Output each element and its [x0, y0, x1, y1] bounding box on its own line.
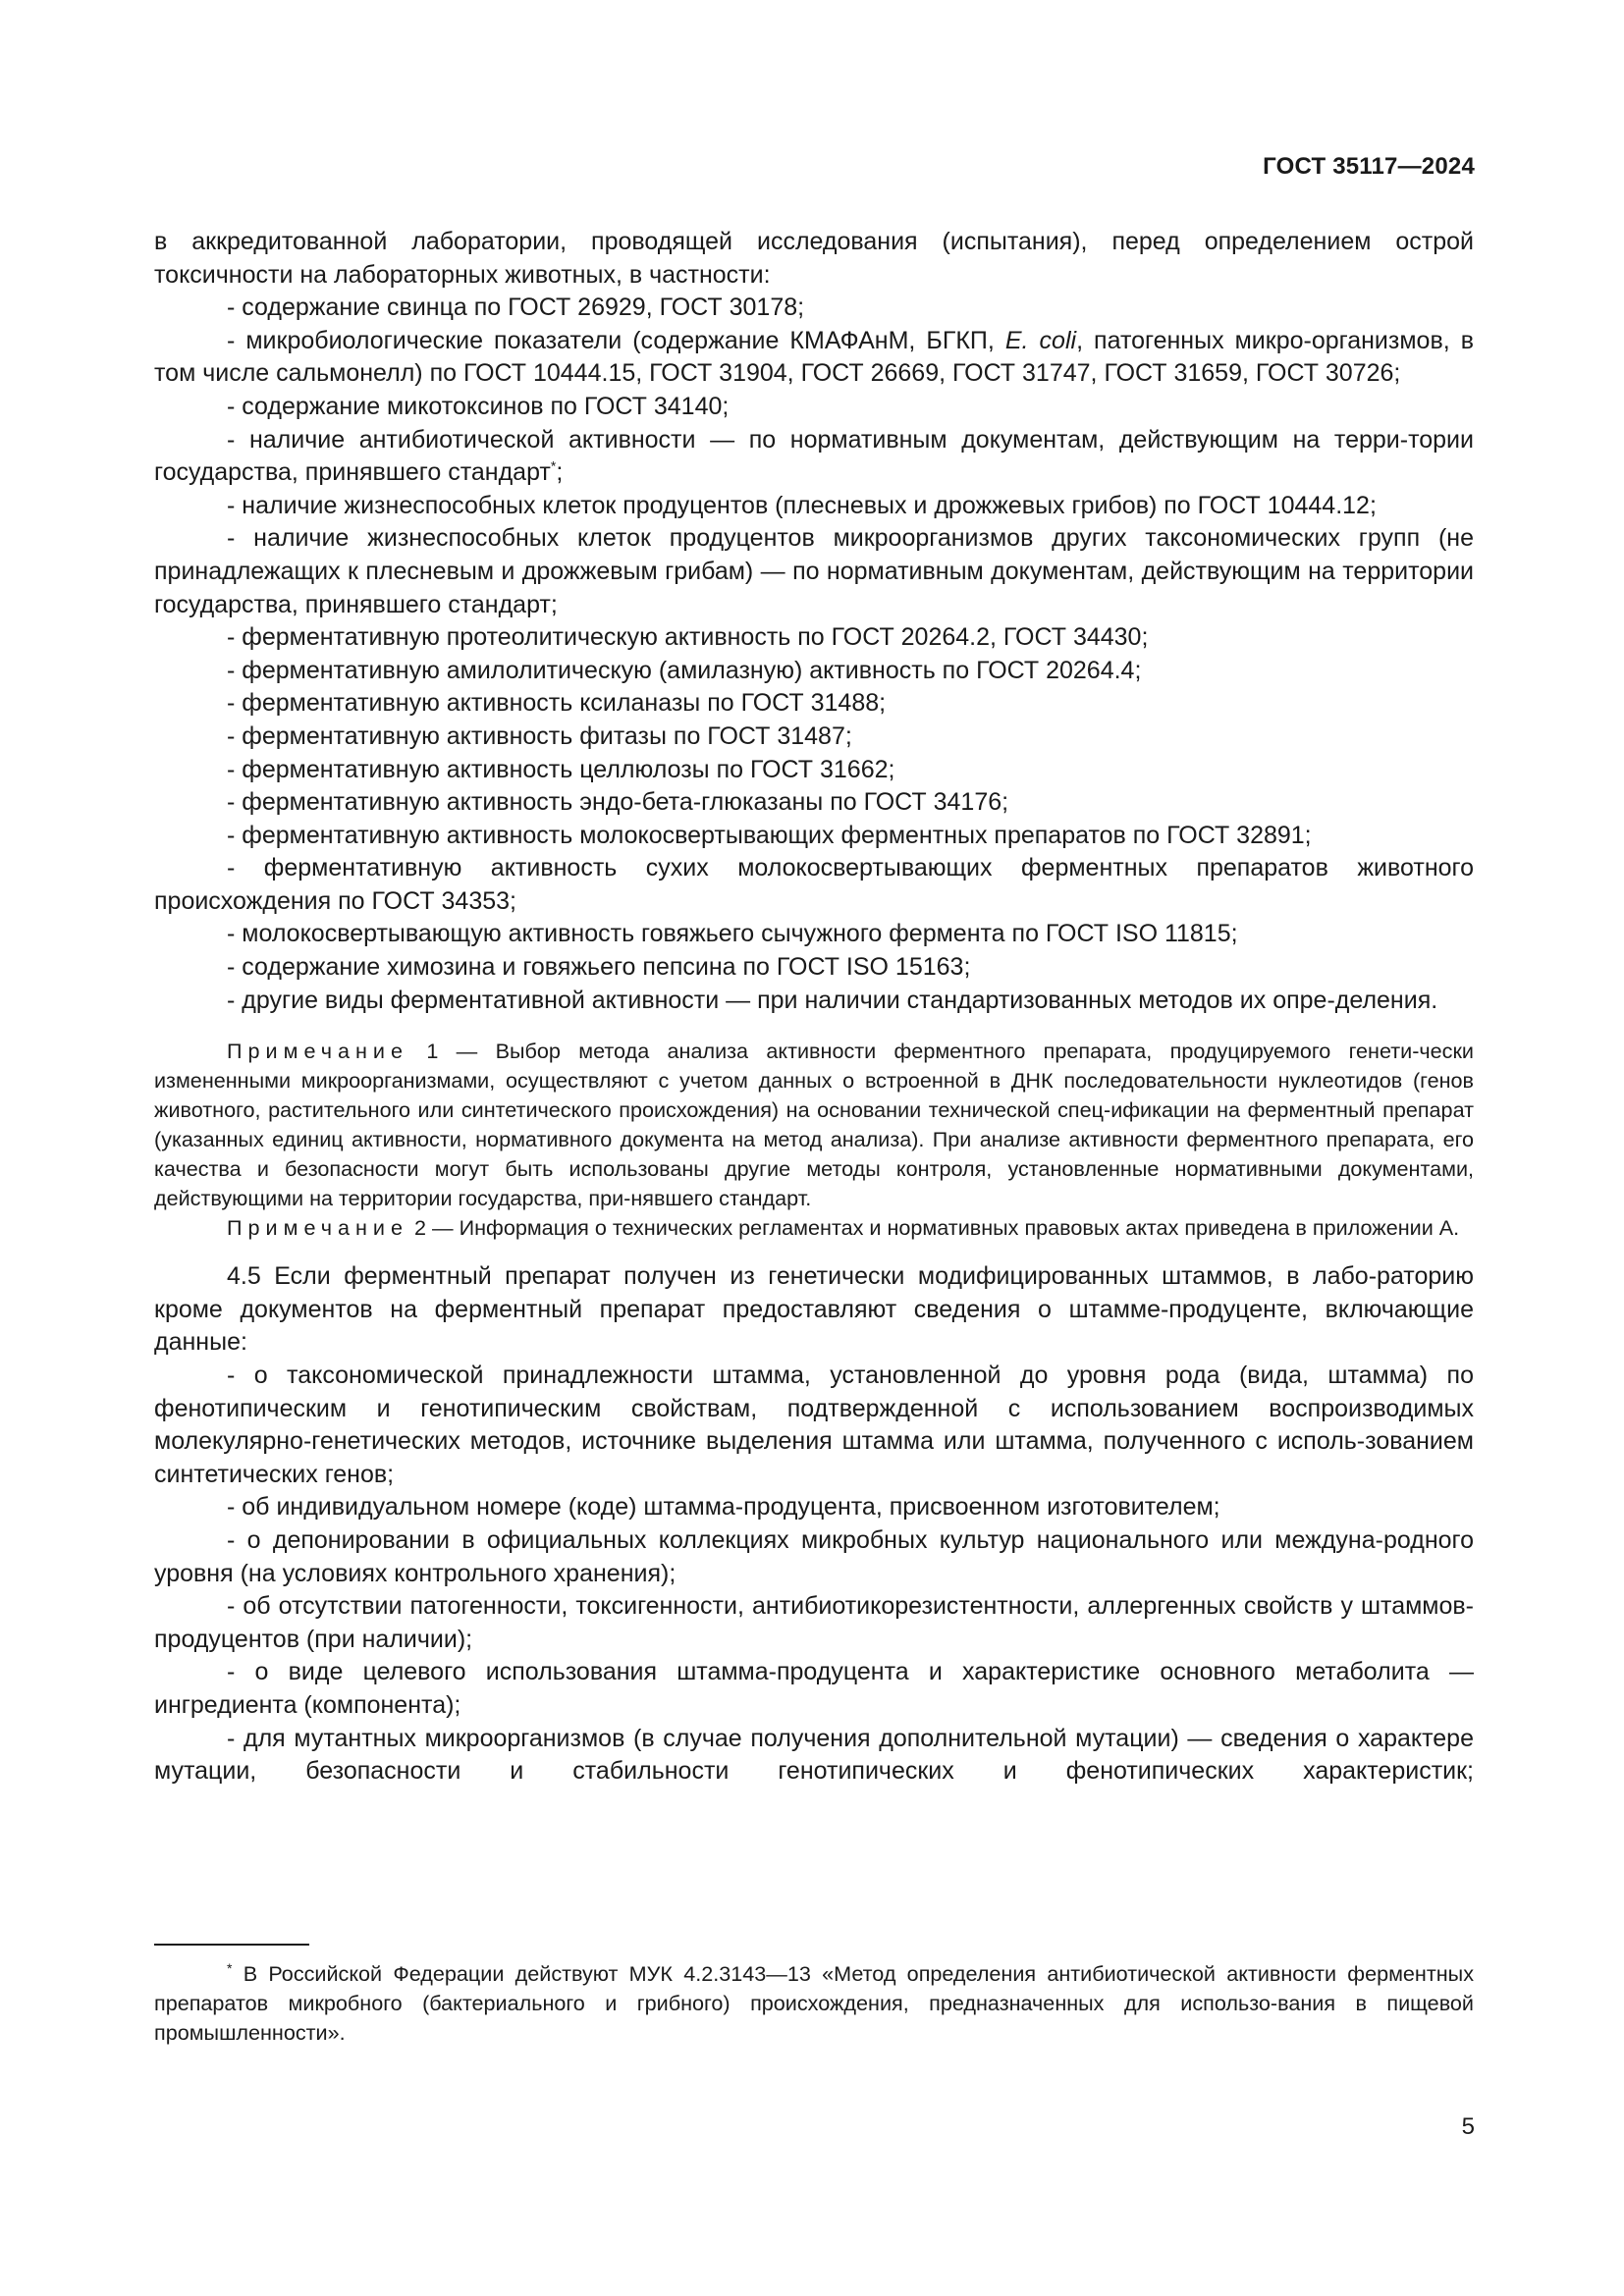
list-item-antibiotic: - наличие антибиотической активности — по нормативным документам, действующим на терри-тории государства, принявшего стандарт*;: [154, 425, 1474, 487]
list-item-mycotoxins: - содержание микотоксинов по ГОСТ 34140;: [227, 392, 730, 420]
list-item-mutants: - для мутантных микроорганизмов (в случае получения дополнительной мутации) — сведения о характере мутации, безопасности и стабильности генотипических и фенотипических характеристик;: [154, 1724, 1474, 1786]
list-item-amylolytic: - ферментативную амилолитическую (амилазную) активность по ГОСТ 20264.4;: [227, 656, 1142, 684]
intro-paragraph: в аккредитованной лаборатории, проводящей исследования (испытания), перед определением острой токсичности на лабораторных животных, в частности:: [154, 228, 1474, 289]
ecoli-term: E. coli: [1004, 326, 1077, 354]
note-1-label: Примечание: [227, 1039, 408, 1064]
note-2: Примечание 2 — Информация о технических регламентах и нормативных правовых актах приведена в приложении А.: [227, 1215, 1460, 1241]
section-4-5-paragraph: 4.5 Если ферментный препарат получен из генетически модифицированных штаммов, в лабо-раторию кроме документов на ферментный препарат предоставляют сведения о штамме-продуценте, включающие данные:: [154, 1262, 1474, 1357]
list-item-other-taxa: - наличие жизнеспособных клеток продуцентов микроорганизмов других таксономических групп (не принадлежащих к плесневым и дрожжевым грибам) — по нормативным документам, действующим на территории государства, принявшего стандарт;: [154, 524, 1474, 618]
list-item-taxonomy: - о таксономической принадлежности штамма, установленной до уровня рода (вида, штамма) по фенотипическим и генотипическим свойствам, подтвержденной с использованием воспроизводимых молекулярно-генетических методов, источнике выделения штамма или штамма, полученного с исполь-зованием синтетических генов;: [154, 1362, 1474, 1488]
footnote-mark: *: [227, 1959, 233, 1976]
list-item-lead: - содержание свинца по ГОСТ 26929, ГОСТ 30178;: [227, 294, 805, 322]
note-1: Примечание 1 — Выбор метода анализа активности ферментного препарата, продуцируемого генети-чески измененными микроорганизмами, осуществляют с учетом данных о встроенной в ДНК последовательности нуклеотидов (генов животного, растительного или синтетического происхождения) на основании технической спец-ификации на ферментный препарат (указанных единиц активности, нормативного документа на метод анализа). При анализе активности ферментного препарата, его качества и безопасности могут быть использованы другие методы контроля, установленные нормативными документами, действующими на территории государства, при-нявшего стандарт.: [154, 1039, 1475, 1211]
page-number: 5: [1461, 2113, 1475, 2140]
list-item-pathogenicity: - об отсутствии патогенности, токсигенности, антибиотикорезистентности, аллергенных свойств у штаммов-продуцентов (при наличии);: [154, 1592, 1474, 1653]
list-item-deposit: - о депонировании в официальных коллекциях микробных культур национального или междуна-родного уровня (на условиях контрольного хранения);: [154, 1526, 1474, 1587]
list-item-intended-use: - о виде целевого использования штамма-продуцента и характеристике основного метаболита — ингредиента (компонента);: [154, 1658, 1474, 1719]
list-item-proteolytic: - ферментативную протеолитическую активность по ГОСТ 20264.2, ГОСТ 34430;: [227, 623, 1149, 652]
note-2-label: Примечание: [227, 1215, 408, 1241]
list-item-microbiology: - микробиологические показатели (содержание КМАФАнМ, БГКП, E. coli, патогенных микро-организмов, в том числе сальмонелл) по ГОСТ 10444.15, ГОСТ 31904, ГОСТ 26669, ГОСТ 31747, ГОСТ 31659, ГОСТ 30726;: [154, 326, 1474, 388]
document-header: ГОСТ 35117—2024: [1263, 153, 1475, 180]
list-item-dry-milk-clotting: - ферментативную активность сухих молокосвертывающих ферментных препаратов животного происхождения по ГОСТ 34353;: [154, 854, 1474, 915]
list-item-endo-glucanase: - ферментативную активность эндо-бета-глюказаны по ГОСТ 34176;: [227, 788, 1009, 817]
list-item-other-activity: - другие виды ферментативной активности — при наличии стандартизованных методов их опре-деления.: [227, 986, 1438, 1014]
list-item-phytase: - ферментативную активность фитазы по ГОСТ 31487;: [227, 721, 852, 750]
footnote-divider: [154, 1944, 309, 1946]
footnote-reference[interactable]: *: [550, 457, 557, 474]
footnote: * В Российской Федерации действуют МУК 4.2.3143—13 «Метод определения антибиотической активности ферментных препаратов микробного (бактериального и грибного) происхождения, предназначенных для использо-вания в пищевой промышленности».: [154, 1959, 1474, 2045]
document-body: [154, 226, 1474, 1821]
list-item-beef-rennet: - молокосвертывающую активность говяжьего сычужного фермента по ГОСТ ISO 11815;: [227, 920, 1238, 948]
list-item-xylanase: - ферментативную активность ксиланазы по ГОСТ 31488;: [227, 689, 887, 718]
list-item-strain-code: - об индивидуальном номере (коде) штамма-продуцента, присвоенном изготовителем;: [227, 1493, 1220, 1522]
list-item-cellulose: - ферментативную активность целлюлозы по ГОСТ 31662;: [227, 755, 895, 783]
list-item-chymosin: - содержание химозина и говяжьего пепсина по ГОСТ ISO 15163;: [227, 953, 971, 982]
list-item-viable-fungi: - наличие жизнеспособных клеток продуцентов (плесневых и дрожжевых грибов) по ГОСТ 10444.12;: [227, 491, 1377, 519]
list-item-milk-clotting: - ферментативную активность молокосвертывающих ферментных препаратов по ГОСТ 32891;: [227, 821, 1312, 849]
